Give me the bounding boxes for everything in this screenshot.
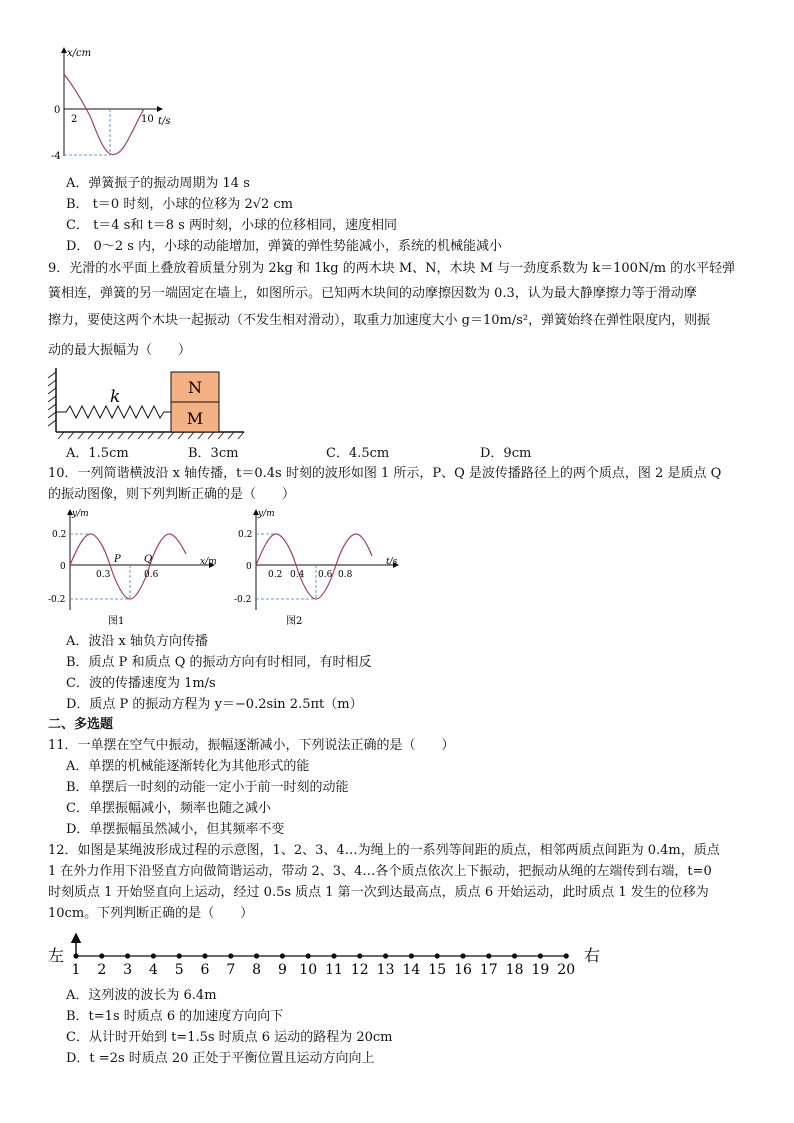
q11-option-d: D．单摆振幅虽然减小，但其频率不变 — [66, 822, 285, 837]
fig2-ybot: -0.2 — [234, 595, 252, 605]
q11-option-b: B．单摆后一时刻的动能一定小于前一时刻的动能 — [66, 780, 349, 795]
rope-particle-label: 2 — [97, 962, 107, 978]
q11-option-c: C．单摆振幅减小，频率也随之减小 — [66, 801, 271, 816]
q8-option-b: B． t＝0 时刻，小球的位移为 2√2 cm — [66, 197, 294, 212]
spring-block-diagram — [44, 364, 250, 440]
rope-particle — [280, 953, 285, 958]
q12-stem-3: 时刻质点 1 开始竖直向上运动，经过 0.5s 质点 1 第一次到达最高点，质点 6 开始运动，此时质点 1 发生的位移为 — [48, 885, 709, 900]
q12-option-a: A．这列波的波长为 6.4m — [66, 988, 217, 1003]
q9-stem-2: 簧相连，弹簧的另一端固定在墙上，如图所示。已知两木块间的动摩擦因数为 0.3，认为最大静摩擦力等于滑动摩 — [48, 286, 697, 301]
rope-particle — [151, 953, 156, 958]
rope-particle — [409, 953, 414, 958]
tick-t2: 2 — [71, 114, 78, 125]
rope-particle-label: 11 — [325, 962, 343, 978]
tick-zero: 0 — [54, 105, 61, 116]
vibration-graph-figure2 — [226, 506, 406, 630]
spring-label: k — [110, 387, 121, 407]
q9-stem-4: 动的最大振幅为（ ） — [48, 343, 192, 358]
rope-particle — [331, 953, 336, 958]
q9-option-a: A．1.5cm — [66, 446, 129, 461]
q10-option-a: A．波沿 x 轴负方向传播 — [66, 634, 208, 649]
rope-particle — [357, 953, 362, 958]
rope-particle — [564, 953, 569, 958]
block-m-label: M — [186, 409, 204, 428]
q8-option-c: C． t＝4 s和 t＝8 s 两时刻，小球的位移相同，速度相同 — [66, 218, 397, 233]
spring — [56, 406, 171, 418]
rope-particle — [125, 953, 130, 958]
rope-particle — [538, 953, 543, 958]
rope-particle — [73, 953, 78, 958]
q8-option-a: A．弹簧振子的振动周期为 14 s — [66, 176, 250, 191]
fig1-point-p: P — [114, 554, 121, 565]
q12-stem-4: 10cm。下列判断正确的是（ ） — [48, 906, 254, 921]
rope-particle-label: 20 — [557, 962, 576, 978]
rope-particle-label: 18 — [505, 962, 524, 978]
q9-stem-1: 9．光滑的水平面上叠放着质量分别为 2kg 和 1kg 的两木块 M、N，木块 M 与一劲度系数为 k＝100N/m 的水平轻弹 — [48, 261, 736, 276]
fig1-zero: 0 — [60, 562, 66, 572]
rope-particles-diagram — [44, 928, 624, 978]
rope-particle — [460, 953, 465, 958]
rope-particle — [306, 953, 311, 958]
fig2-x4: 0.8 — [338, 570, 353, 580]
rope-particle-label: 13 — [376, 962, 395, 978]
fig2-ytop: 0.2 — [238, 530, 253, 540]
fig1-ybot: -0.2 — [48, 595, 66, 605]
rope-particle-label: 1 — [71, 962, 81, 978]
q10-option-d: D．质点 P 的振动方程为 y＝−0.2sin 2.5πt（m） — [66, 697, 363, 712]
rope-particle-label: 10 — [299, 962, 318, 978]
rope-particle — [254, 953, 259, 958]
fig1-ytop: 0.2 — [52, 530, 67, 540]
fig1-x1: 0.3 — [96, 570, 111, 580]
fig2-xlabel: t/s — [386, 557, 398, 567]
rope-particle-label: 9 — [277, 962, 287, 978]
rope-particle — [512, 953, 517, 958]
fig2-caption: 图2 — [286, 616, 303, 627]
right-label: 右 — [584, 946, 601, 965]
rope-particle-label: 5 — [174, 962, 184, 978]
rope-particle — [228, 953, 233, 958]
q12-stem-1: 12．如图是某绳波形成过程的示意图，1、2、3、4…为绳上的一系列等间距的质点，相邻两质点间距为 0.4m，质点 — [48, 843, 720, 858]
rope-particle-label: 12 — [350, 962, 369, 978]
fig1-xlabel: x/m — [200, 557, 217, 567]
rope-particle — [486, 953, 491, 958]
section-heading: 二、多选题 — [48, 717, 114, 732]
fig2-x2: 0.4 — [290, 570, 305, 580]
q9-option-c: C．4.5cm — [326, 446, 390, 461]
q11-option-a: A．单摆的机械能逐渐转化为其他形式的能 — [66, 759, 310, 774]
fig1-point-q: Q — [144, 554, 153, 565]
fig2-x1: 0.2 — [268, 570, 283, 580]
q10-option-b: B．质点 P 和质点 Q 的振动方向有时相同，有时相反 — [66, 655, 372, 670]
rope-particle — [383, 953, 388, 958]
fig2-ylabel: y/m — [258, 509, 275, 519]
rope-particle-label: 15 — [428, 962, 447, 978]
rope-particle — [202, 953, 207, 958]
fig1-ylabel: y/m — [72, 509, 89, 519]
q12-option-b: B．t=1s 时质点 6 的加速度方向向下 — [66, 1009, 284, 1024]
q10-stem-2: 的振动图像，则下列判断正确的是（ ） — [48, 487, 296, 502]
q8-option-d: D． 0～2 s 内，小球的动能增加，弹簧的弹性势能减小，系统的机械能减小 — [66, 239, 503, 254]
fig2-zero: 0 — [246, 562, 252, 572]
block-n-label: N — [188, 378, 202, 397]
xlabel: t/s — [158, 116, 171, 127]
fig1-x2: 0.6 — [144, 570, 159, 580]
displacement-time-graph — [40, 40, 180, 165]
q9-stem-3: 擦力，要使这两个木块一起振动（不发生相对滑动），取重力加速度大小 g＝10m/s²，弹簧始终在弹性限度内，则振 — [48, 313, 711, 328]
rope-particle-label: 16 — [454, 962, 472, 978]
q12-option-d: D．t =2s 时质点 20 正处于平衡位置且运动方向向上 — [66, 1051, 375, 1066]
rope-particle — [177, 953, 182, 958]
rope-particle — [99, 953, 104, 958]
rope-particle — [435, 953, 440, 958]
rope-particle-label: 19 — [531, 962, 550, 978]
tick-neg4: -4 — [51, 151, 61, 162]
left-label: 左 — [48, 946, 65, 965]
rope-particle-label: 8 — [252, 962, 262, 978]
q11-stem: 11．一单摆在空气中振动，振幅逐渐减小，下列说法正确的是（ ） — [48, 738, 455, 753]
q9-option-b: B．3cm — [188, 446, 239, 461]
q10-option-c: C．波的传播速度为 1m/s — [66, 676, 216, 691]
rope-particle-label: 6 — [200, 962, 210, 978]
q9-option-d: D．9cm — [480, 446, 532, 461]
fig1-caption: 图1 — [108, 616, 125, 627]
rope-particle-label: 4 — [148, 962, 158, 978]
q12-stem-2: 1 在外力作用下沿竖直方向做简谐运动，带动 2、3、4…各个质点依次上下振动，把振动从绳的左端传到右端，t=0 — [48, 864, 712, 879]
wave-graph-figure1 — [44, 506, 224, 630]
tick-t10: 10 — [141, 114, 154, 125]
q10-stem-1: 10．一列简谐横波沿 x 轴传播，t＝0.4s 时刻的波形如图 1 所示，P、Q 是波传播路径上的两个质点，图 2 是质点 Q — [48, 466, 722, 481]
rope-particle-label: 17 — [479, 962, 498, 978]
ylabel: x/cm — [67, 48, 92, 59]
q12-option-c: C．从计时开始到 t=1.5s 时质点 6 运动的路程为 20cm — [66, 1030, 393, 1045]
rope-particle-label: 7 — [226, 962, 236, 978]
fig2-x3: 0.6 — [318, 570, 333, 580]
rope-particle-label: 3 — [123, 962, 133, 978]
rope-particle-label: 14 — [402, 962, 421, 978]
